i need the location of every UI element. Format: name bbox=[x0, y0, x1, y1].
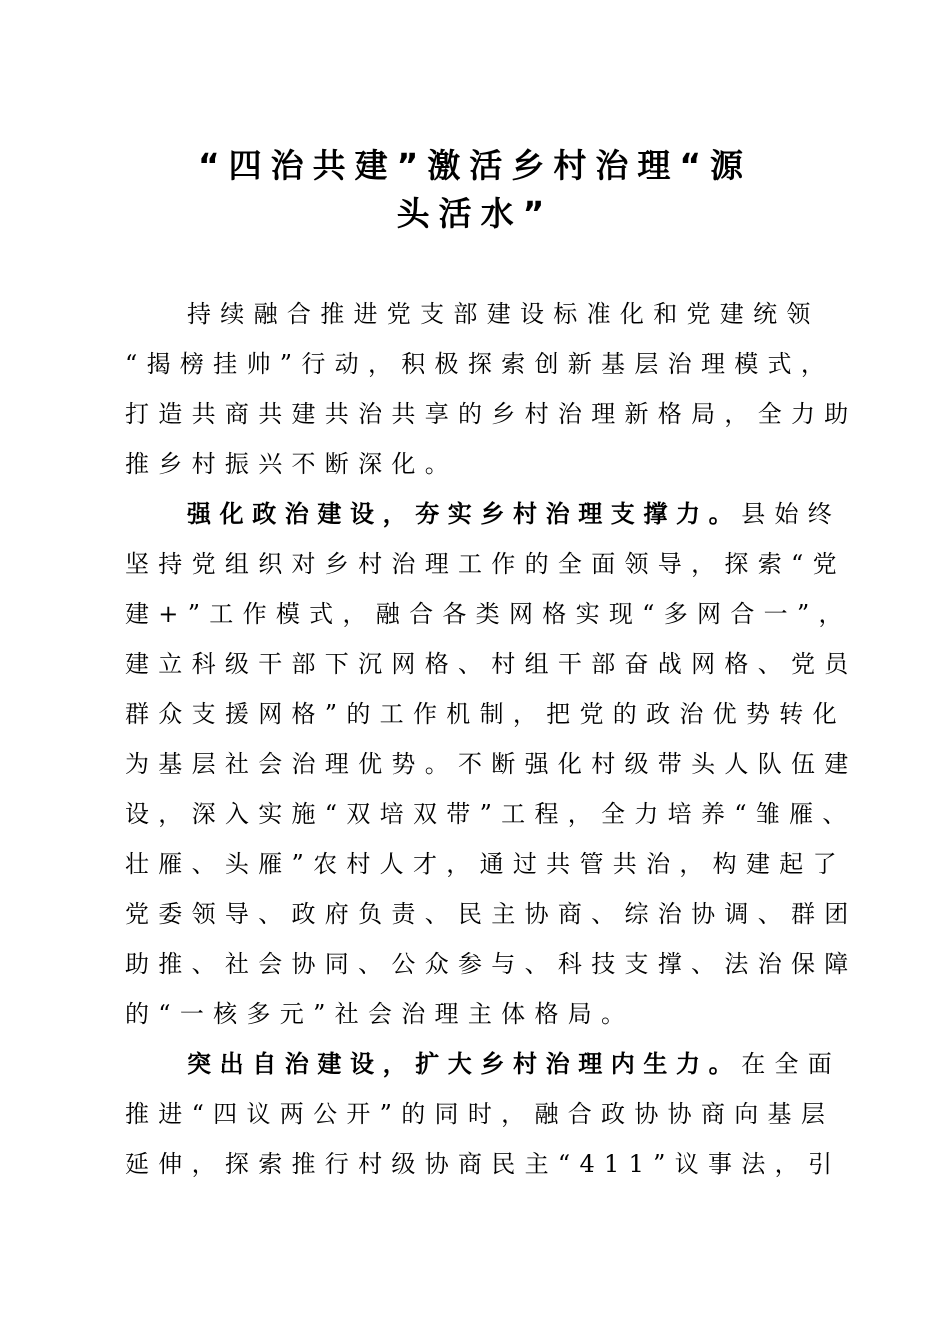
section1-line-6: 设，深入实施“双培双带”工程，全力培养“雏雁、 bbox=[125, 800, 856, 828]
section2-line-1: 推进“四议两公开”的同时，融合政协协商向基层 bbox=[125, 1100, 835, 1128]
intro-line-2: “揭榜挂帅”行动，积极探索创新基层治理模式， bbox=[125, 350, 835, 378]
section1-line-1: 坚持党组织对乡村治理工作的全面领导，探索“党 bbox=[125, 550, 846, 578]
section2-first-line bbox=[187, 1047, 897, 1081]
section1-heading: 强化政治建设，夯实乡村治理支撑力。 bbox=[187, 500, 742, 528]
section2-line-2: 延伸，探索推行村级协商民主“411”议事法，引 bbox=[125, 1150, 842, 1178]
section1-line-5: 为基层社会治理优势。不断强化村级带头人队伍建 bbox=[125, 750, 858, 778]
section1-first-line bbox=[187, 497, 897, 531]
section1-line-4: 群众支援网格”的工作机制，把党的政治优势转化 bbox=[125, 700, 846, 728]
section1-line-9: 助推、社会协同、公众参与、科技支撑、法治保障 bbox=[125, 950, 858, 978]
section1-line-2: 建+”工作模式，融合各类网格实现“多网合一”， bbox=[125, 600, 852, 628]
document-title-line-1: “四治共建”激活乡村治理“源 bbox=[197, 146, 753, 185]
intro-line-3: 打造共商共建共治共享的乡村治理新格局，全力助 bbox=[125, 400, 858, 428]
intro-line-4: 推乡村振兴不断深化。 bbox=[125, 450, 458, 478]
section1-line-3: 建立科级干部下沉网格、村组干部奋战网格、党员 bbox=[125, 650, 858, 678]
document-title-line-2: 头活水” bbox=[396, 194, 554, 233]
section1-line-7: 壮雁、头雁”农村人才，通过共管共治，构建起了 bbox=[125, 850, 846, 878]
section1-line-10: 的“一核多元”社会治理主体格局。 bbox=[125, 1000, 635, 1028]
section2-first-line-text: 在全面 bbox=[741, 1050, 842, 1078]
intro-line-1: 持续融合推进党支部建设标准化和党建统领 bbox=[187, 300, 820, 328]
section2-heading: 突出自治建设，扩大乡村治理内生力。 bbox=[187, 1050, 742, 1078]
section1-first-line-text: 县始终 bbox=[741, 500, 842, 528]
section1-line-8: 党委领导、政府负责、民主协商、综治协调、群团 bbox=[125, 900, 858, 928]
